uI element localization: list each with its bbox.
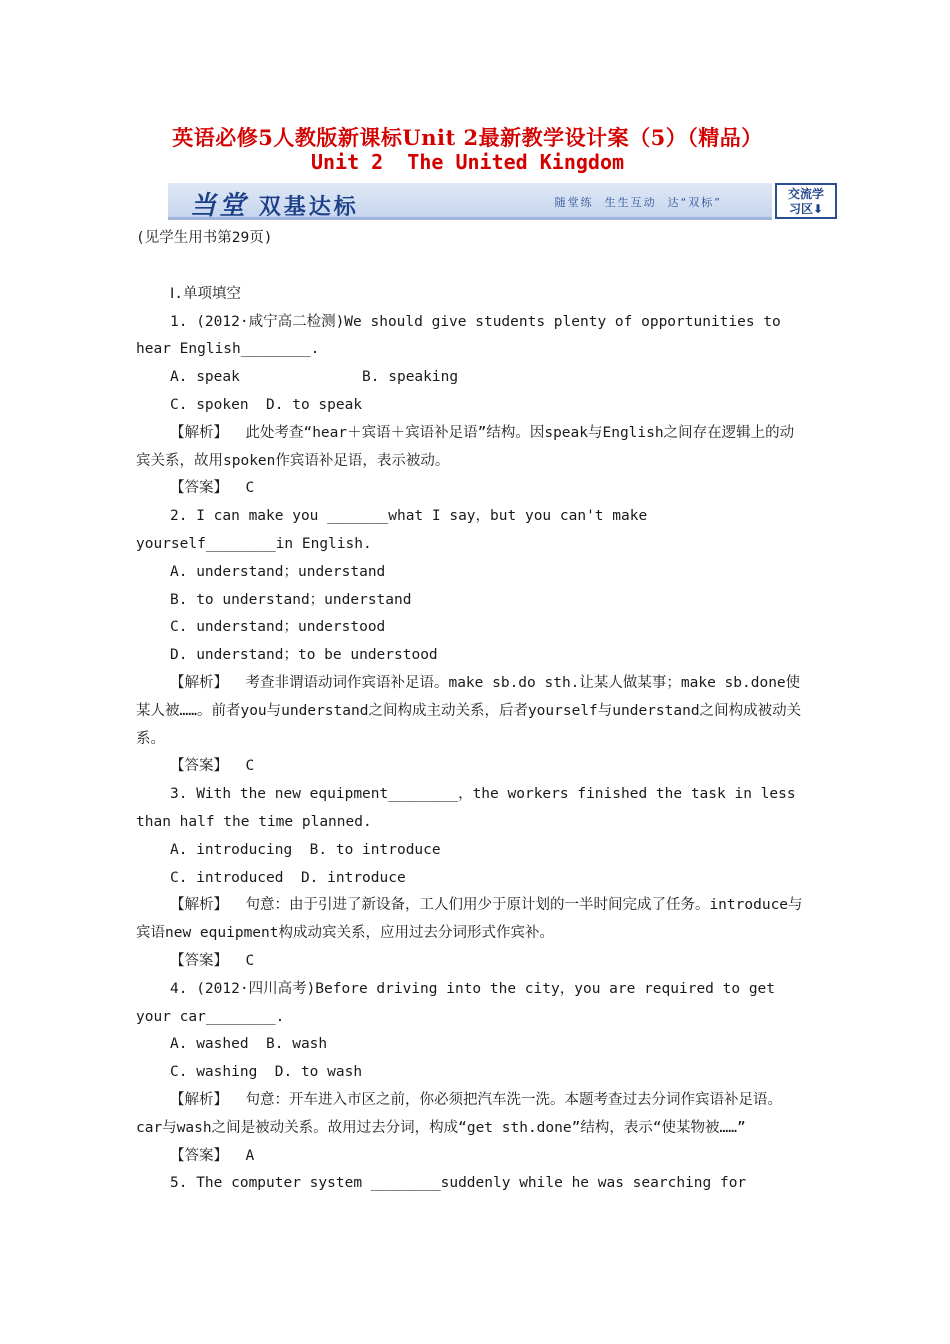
content-line: 【答案】 A — [170, 1147, 255, 1164]
document-title: 英语必修5人教版新课标Unit 2最新教学设计案（5）（精品） — [172, 125, 763, 150]
content-line: C. washing D. to wash — [170, 1064, 363, 1081]
banner-tagline: 随堂练 生生互动 达“双标” — [554, 196, 722, 209]
exchange-area-badge — [775, 183, 837, 219]
content-line — [136, 253, 806, 281]
content-line: 【答案】 C — [170, 480, 255, 497]
banner-heading-char1: 当 — [190, 191, 220, 221]
content-line: 2. I can make you _______what I say，but you can't make yourself________in English. — [136, 508, 656, 552]
content-line: 【答案】 C — [170, 952, 255, 969]
content-line: A. understand；understand — [170, 563, 386, 580]
content-line: 【答案】 C — [170, 758, 255, 775]
content-line: 3. With the new equipment________，the workers finished the task in less than half the time planned. — [136, 786, 805, 830]
badge-line2: 习区⬇ — [788, 202, 824, 216]
content-line: 1. (2012·咸宁高二检测)We should give students plenty of opportunities to hear English________. — [136, 313, 790, 358]
banner-heading — [190, 185, 359, 222]
content-line: C. introduced D. introduce — [170, 869, 406, 886]
badge-line1: 交流学 — [787, 187, 824, 201]
content-line: 【解析】 考查非谓语动词作宾语补足语。make sb.do sth.让某人做某事；make sb.done使某人被……。前者you与understand之间构成主动关系，后者yourself与understand之间构成被动关系。 — [136, 674, 802, 747]
content-line: A. speak B. speaking — [170, 369, 459, 386]
content-line: B. to understand；understand — [170, 591, 412, 608]
content-line: Ⅰ.单项填空 — [170, 285, 242, 302]
content-line: D. understand；to be understood — [170, 647, 438, 664]
content-line: 【解析】 句意：开车进入市区之前，你必须把汽车洗一洗。本题考查过去分词作宾语补足语。car与wash之间是被动关系。故用过去分词，构成“get sth.done”结构，表示“使某物被……” — [136, 1091, 782, 1136]
content-line: 4. (2012·四川高考)Before driving into the city，you are required to get your car________. — [136, 980, 784, 1025]
section-banner — [168, 183, 772, 220]
content-line: A. washed B. wash — [170, 1036, 328, 1053]
exercise-content — [136, 225, 806, 1198]
content-line: 【解析】 此处考查“hear＋宾语＋宾语补足语”结构。因speak与English之间存在逻辑上的动宾关系，故用spoken作宾语补足语，表示被动。 — [136, 424, 795, 469]
content-line: A. introducing B. to introduce — [170, 841, 441, 858]
banner-heading-char2: 堂 — [219, 191, 249, 221]
content-line: (见学生用书第29页) — [136, 230, 273, 246]
content-line: C. understand；understood — [170, 619, 386, 636]
banner-heading-rest: 双基达标 — [258, 194, 359, 220]
content-line: 5. The computer system ________suddenly while he was searching for — [170, 1175, 747, 1192]
document-subtitle: Unit 2 The United Kingdom — [310, 150, 625, 174]
content-line: 【解析】 句意：由于引进了新设备，工人们用少于原计划的一半时间完成了任务。introduce与宾语new equipment构成动宾关系，应用过去分词形式作宾补。 — [136, 897, 803, 942]
content-line: C. spoken D. to speak — [170, 396, 363, 413]
